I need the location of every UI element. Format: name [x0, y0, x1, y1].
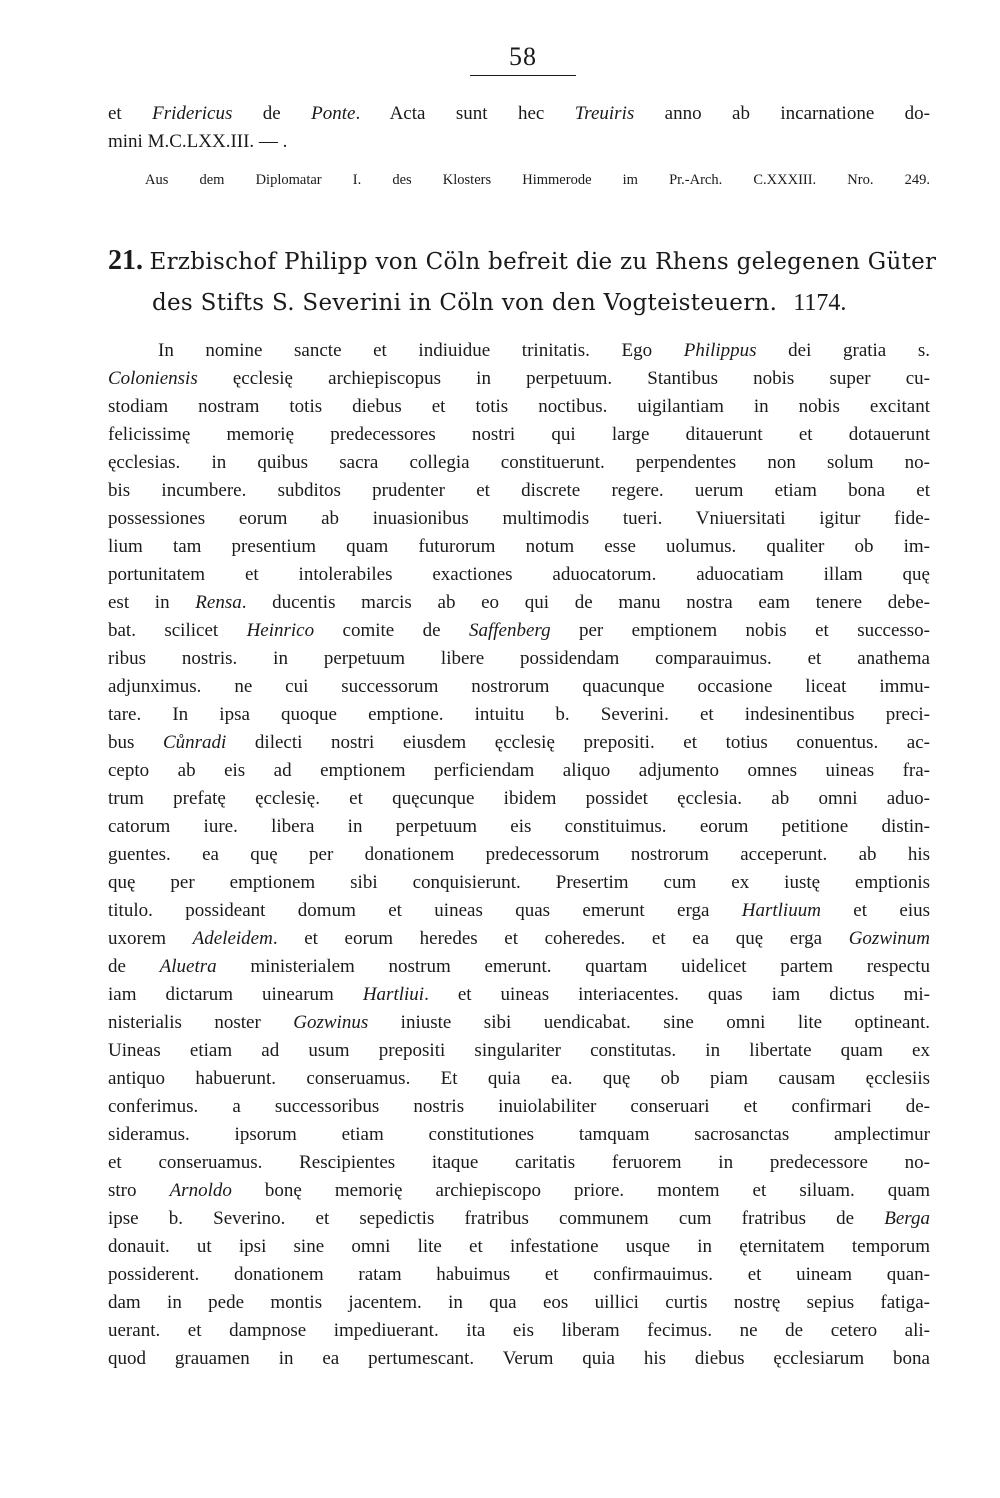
- body-line: quę per emptionem sibi conquisierunt. Presertim cum ex iustę emptionis: [108, 872, 930, 893]
- body-line: quod grauamen in ea pertumescant. Verum quia his diebus ęcclesiarum bona: [108, 1348, 930, 1369]
- document-title-line-1: Erzbischof Philipp von Cöln befreit die zu Rhens gelegenen Güter: [149, 249, 937, 275]
- body-line: Coloniensis ęcclesię archiepiscopus in perpetuum. Stantibus nobis super cu-: [108, 368, 930, 389]
- proper-name: Adeleidem: [192, 928, 273, 949]
- proper-name: Aluetra: [159, 956, 217, 977]
- body-line: Uineas etiam ad usum prepositi singulariter constitutas. in libertate quam ex: [108, 1040, 930, 1061]
- proper-name: Gozwinum: [848, 928, 930, 949]
- body-line: cepto ab eis ad emptionem perficiendam aliquo adjumento omnes uineas fra-: [108, 760, 930, 781]
- document-year: 1174.: [793, 290, 847, 316]
- body-line: uxorem Adeleidem. et eorum heredes et coheredes. et ea quę erga Gozwinum: [108, 928, 930, 949]
- body-line: In nomine sancte et indiuidue trinitatis. Ego Philippus dei gratia s.: [158, 340, 930, 361]
- body-line: lium tam presentium quam futurorum notum esse uolumus. qualiter ob im-: [108, 536, 930, 557]
- body-line: ęcclesias. in quibus sacra collegia constituerunt. perpendentes non solum no-: [108, 452, 930, 473]
- document-heading: [108, 240, 937, 322]
- body-line: adjunximus. ne cui successorum nostrorum quacunque occasione liceat immu-: [108, 676, 930, 697]
- body-line: possessiones eorum ab inuasionibus multimodis tueri. Vniuersitati igitur fide-: [108, 508, 930, 529]
- proper-name: Ponte: [311, 103, 356, 124]
- proper-name: Hartliui: [362, 984, 425, 1005]
- document-number: 21.: [108, 245, 143, 276]
- body-line: guentes. ea quę per donationem predecessorum nostrorum acceperunt. ab his: [108, 844, 930, 865]
- body-line: de Aluetra ministerialem nostrum emerunt. quartam uidelicet partem respectu: [108, 956, 931, 977]
- body-line: donauit. ut ipsi sine omni lite et infestatione usque in ęternitatem temporum: [108, 1236, 930, 1257]
- heading-line-1: [108, 240, 937, 281]
- body-line: stro Arnoldo bonę memorię archiepiscopo priore. montem et siluam. quam: [108, 1180, 930, 1201]
- body-line: titulo. possideant domum et uineas quas emerunt erga Hartliuum et eius: [108, 900, 930, 921]
- proper-name: Coloniensis: [108, 368, 198, 389]
- body-line: bis incumbere. subditos prudenter et discrete regere. uerum etiam bona et: [108, 480, 930, 501]
- body-line: iam dictarum uinearum Hartliui. et uineas interiacentes. quas iam dictus mi-: [108, 984, 931, 1005]
- body-line: bus Cůnradi dilecti nostri eiusdem ęcclesię prepositi. et totius conuentus. ac-: [108, 732, 930, 753]
- body-line: bat. scilicet Heinrico comite de Saffenberg per emptionem nobis et successo-: [108, 620, 930, 641]
- text-line: et Fridericus de Ponte. Acta sunt hec Treuiris anno ab incarnatione do-: [108, 103, 931, 124]
- body-line: catorum iure. libera in perpetuum eis constituimus. eorum petitione distin-: [108, 816, 930, 837]
- body-line: sideramus. ipsorum etiam constitutiones tamquam sacrosanctas amplectimur: [108, 1124, 930, 1145]
- body-line: nisterialis noster Gozwinus iniuste sibi uendicabat. sine omni lite optineant.: [108, 1012, 931, 1033]
- body-line: antiquo habuerunt. conseruamus. Et quia ea. quę ob piam causam ęcclesiis: [108, 1068, 930, 1089]
- proper-name: Rensa: [195, 592, 242, 613]
- page-number-rule: [470, 75, 576, 76]
- body-line: trum prefatę ęcclesię. et quęcunque ibidem possidet ęcclesia. ab omni aduo-: [108, 788, 930, 809]
- preceding-text-block: [108, 100, 930, 156]
- proper-name: Berga: [884, 1208, 930, 1229]
- body-line: felicissimę memorię predecessores nostri qui large ditauerunt et dotauerunt: [108, 424, 930, 445]
- body-line: uerant. et dampnose impediuerant. ita eis liberam fecimus. ne de cetero ali-: [108, 1320, 930, 1341]
- proper-name: Treuiris: [574, 103, 635, 124]
- charter-body: [108, 337, 930, 1373]
- body-line: ipse b. Severino. et sepedictis fratribus communem cum fratribus de Berga: [108, 1208, 930, 1229]
- body-line: dam in pede montis jacentem. in qua eos uillici curtis nostrę sepius fatiga-: [108, 1292, 930, 1313]
- proper-name: Saffenberg: [468, 620, 551, 641]
- body-line: stodiam nostram totis diebus et totis noctibus. uigilantiam in nobis excitant: [108, 396, 930, 417]
- page-number: 58: [509, 42, 537, 71]
- proper-name: Gozwinus: [293, 1012, 369, 1033]
- body-line: et conseruamus. Rescipientes itaque caritatis feruorem in predecessore no-: [108, 1152, 930, 1173]
- body-line: portunitatem et intolerabiles exactiones aduocatorum. aduocatiam illam quę: [108, 564, 930, 585]
- proper-name: Philippus: [683, 340, 757, 361]
- text-line: mini M.C.LXX.III. — .: [108, 131, 288, 152]
- proper-name: Fridericus: [152, 103, 233, 124]
- proper-name: Hartliuum: [741, 900, 821, 921]
- document-title-line-2: des Stifts S. Severini in Cöln von den Vogteisteuern.: [152, 290, 778, 316]
- body-line: est in Rensa. ducentis marcis ab eo qui de manu nostra eam tenere debe-: [108, 592, 931, 613]
- source-note: Aus dem Diplomatar I. des Klosters Himmerode im Pr.-Arch. C.XXXIII. Nro. 249.: [145, 172, 930, 188]
- body-line: ribus nostris. in perpetuum libere possidendam comparauimus. et anathema: [108, 648, 930, 669]
- body-line: tare. In ipsa quoque emptione. intuitu b. Severini. et indesinentibus preci-: [108, 704, 930, 725]
- body-line: possiderent. donationem ratam habuimus et confirmauimus. et uineam quan-: [108, 1264, 930, 1285]
- heading-line-2: [108, 281, 930, 322]
- proper-name: Cůnradi: [162, 732, 227, 753]
- body-line: conferimus. a successoribus nostris inuiolabiliter conseruari et confirmari de-: [108, 1096, 930, 1117]
- proper-name: Heinrico: [246, 620, 315, 641]
- proper-name: Arnoldo: [169, 1180, 232, 1201]
